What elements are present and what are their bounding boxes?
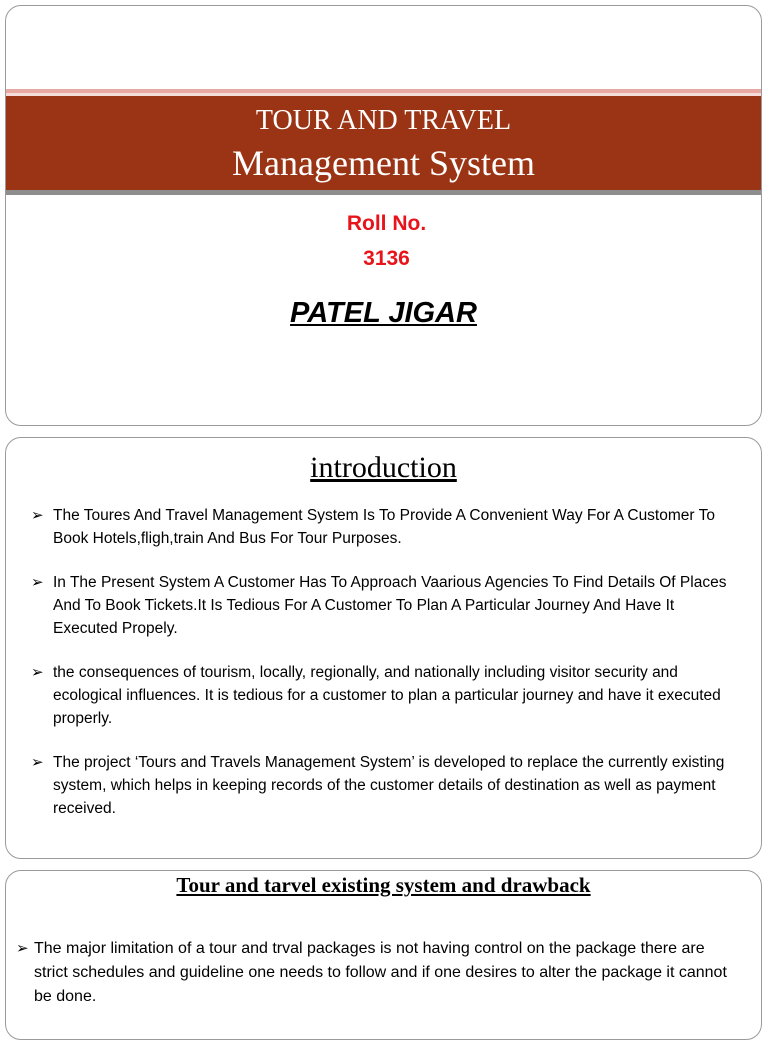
- bullet-text: The Toures And Travel Management System Is To Provide A Convenient Way For A Customer To Book Hotels,fligh,train And Bus For Tour Purposes.: [53, 507, 715, 547]
- title-line-2: Management System: [232, 143, 535, 183]
- roll-label: Roll No.: [346, 212, 427, 235]
- list-item: [31, 751, 741, 820]
- list-item: [31, 661, 741, 730]
- arrow-bullet-icon: ➢: [16, 940, 29, 957]
- slide-heading: introduction: [310, 451, 457, 484]
- author-name: PATEL JIGAR: [290, 297, 477, 329]
- title-slide: [5, 5, 762, 426]
- arrow-bullet-icon: ➢: [31, 507, 44, 524]
- bullet-list: [31, 504, 741, 841]
- band-bottom-divider: [6, 190, 761, 195]
- list-item: [16, 937, 741, 1009]
- bullet-text: In The Present System A Customer Has To Approach Vaarious Agencies To Find Details Of Places And To Book Tickets.It Is Tedious For A Customer To Plan A Particular Journey And Have It Executed Propely.: [53, 574, 727, 637]
- arrow-bullet-icon: ➢: [31, 754, 44, 771]
- roll-number: 3136: [363, 247, 410, 270]
- introduction-slide: [5, 437, 762, 859]
- bullet-list: [16, 937, 741, 1030]
- existing-system-slide: [5, 870, 762, 1040]
- bullet-text: The project ‘Tours and Travels Management System’ is developed to replace the currently existing system, which helps in keeping records of the customer details of destination as well as payment received.: [53, 754, 725, 817]
- slide-heading: Tour and tarvel existing system and drawback: [176, 873, 591, 897]
- arrow-bullet-icon: ➢: [31, 664, 44, 681]
- list-item: [31, 571, 741, 640]
- bullet-text: the consequences of tourism, locally, regionally, and nationally including visitor security and ecological influences. It is tedious for a customer to plan a particular journey and have it executed properly.: [53, 664, 721, 727]
- title-line-1: TOUR AND TRAVEL: [255, 105, 512, 136]
- arrow-bullet-icon: ➢: [31, 574, 44, 591]
- list-item: [31, 504, 741, 550]
- bullet-text: The major limitation of a tour and trval packages is not having control on the package there are strict schedules and guideline one needs to follow and if one desires to alter the package it cannot be done.: [34, 940, 727, 1005]
- title-band: [6, 96, 761, 190]
